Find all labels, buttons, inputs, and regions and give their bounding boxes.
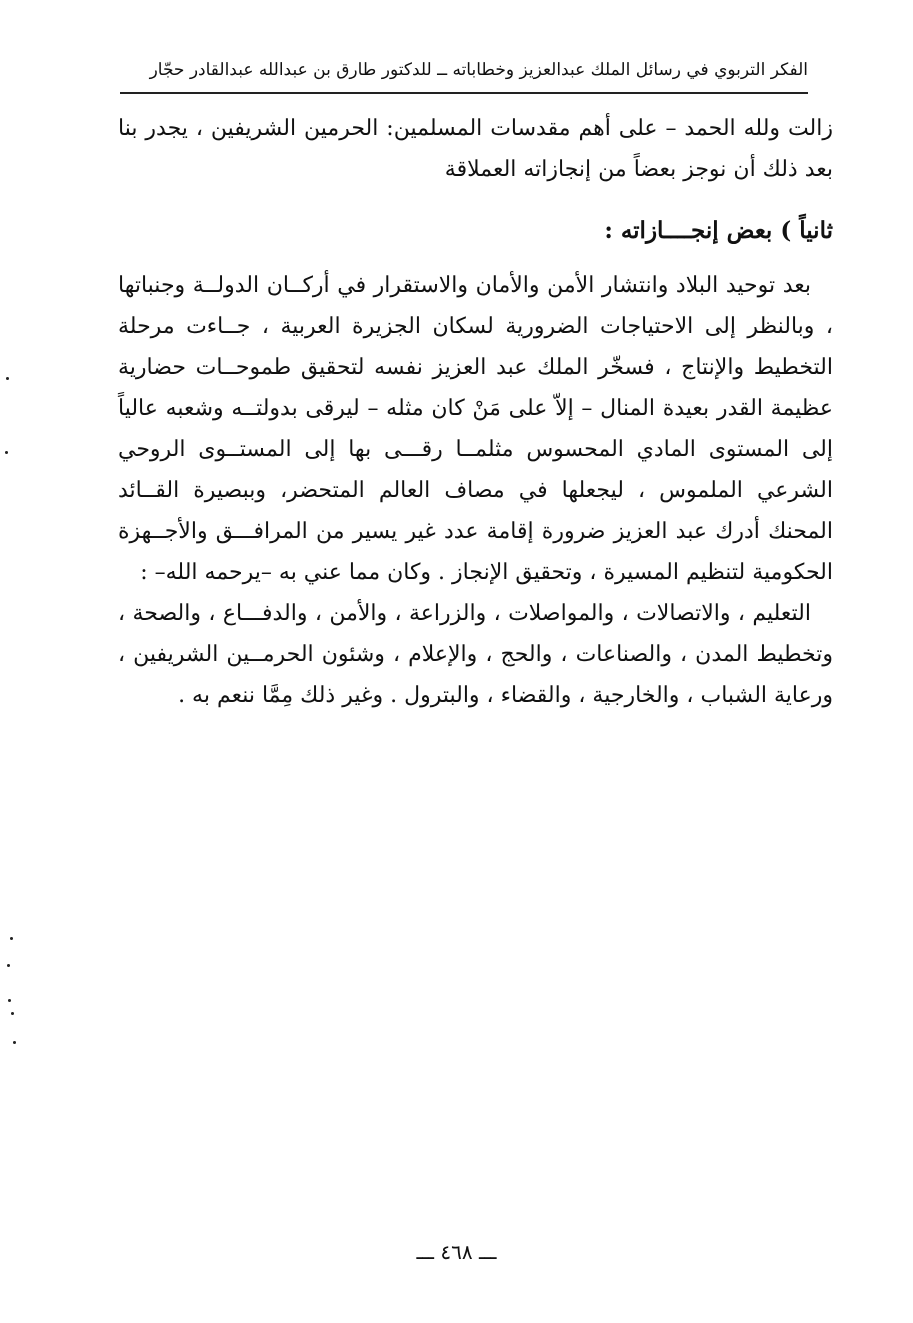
running-header-title: الفكر التربوي في رسائل الملك عبدالعزيز وخطاباته ــ للدكتور طارق بن عبدالله عبدالقادر حجّار (149, 60, 808, 80)
list-paragraph: التعليم ، والاتصالات ، والمواصلات ، والزراعة ، والأمن ، والدفـــاع ، والصحة ، وتخطيط المدن ، والصناعات ، والحج ، والإعلام ، وشئون الحرمــين الشريفين ، ورعاية الشباب ، والخارجية ، والقضاء ، والبترول . وغير ذلك مِمَّا ننعم به . (118, 601, 833, 708)
intro-paragraph: زالت ولله الحمد – على أهم مقدسات المسلمين: الحرمين الشريفين ، يجدر بنا بعد ذلك أن نوجز بعضاً من إنجازاته العملاقة (118, 116, 833, 182)
header-divider (120, 92, 808, 94)
section-heading: ثانياً ) بعض إنجــــازاته : (604, 217, 833, 244)
page-number: ـــ ٤٦٨ ـــ (416, 1240, 497, 1264)
margin-speck (10, 937, 13, 940)
margin-speck (7, 964, 10, 967)
margin-speck (5, 451, 8, 454)
margin-speck (11, 1012, 14, 1015)
margin-speck (6, 377, 9, 380)
body-text (118, 108, 833, 716)
margin-speck (8, 999, 11, 1002)
margin-speck (13, 1041, 16, 1044)
main-paragraph: بعد توحيد البلاد وانتشار الأمن والأمان والاستقرار في أركــان الدولــة وجنباتها ، وبالنظر إلى الاحتياجات الضرورية لسكان الجزيرة العربية ، جــاءت مرحلة التخطيط والإنتاج ، فسخّر الملك عبد العزيز نفسه لتحقيق طموحــات حضارية عظيمة القدر بعيدة المنال – إلاّ على مَنْ كان مثله – ليرقى بدولتــه وشعبه عالياً إلى المستوى المادي المحسوس مثلمــا رقـــى بها إلى المستــوى الروحي الشرعي الملموس ، ليجعلها في مصاف العالم المتحضر، وببصيرة القــائد المحنك أدرك عبد العزيز ضرورة إقامة عدد غير يسير من المرافـــق والأجــهزة الحكومية لتنظيم المسيرة ، وتحقيق الإنجاز . وكان مما عني به –يرحمه الله– : (118, 273, 833, 585)
